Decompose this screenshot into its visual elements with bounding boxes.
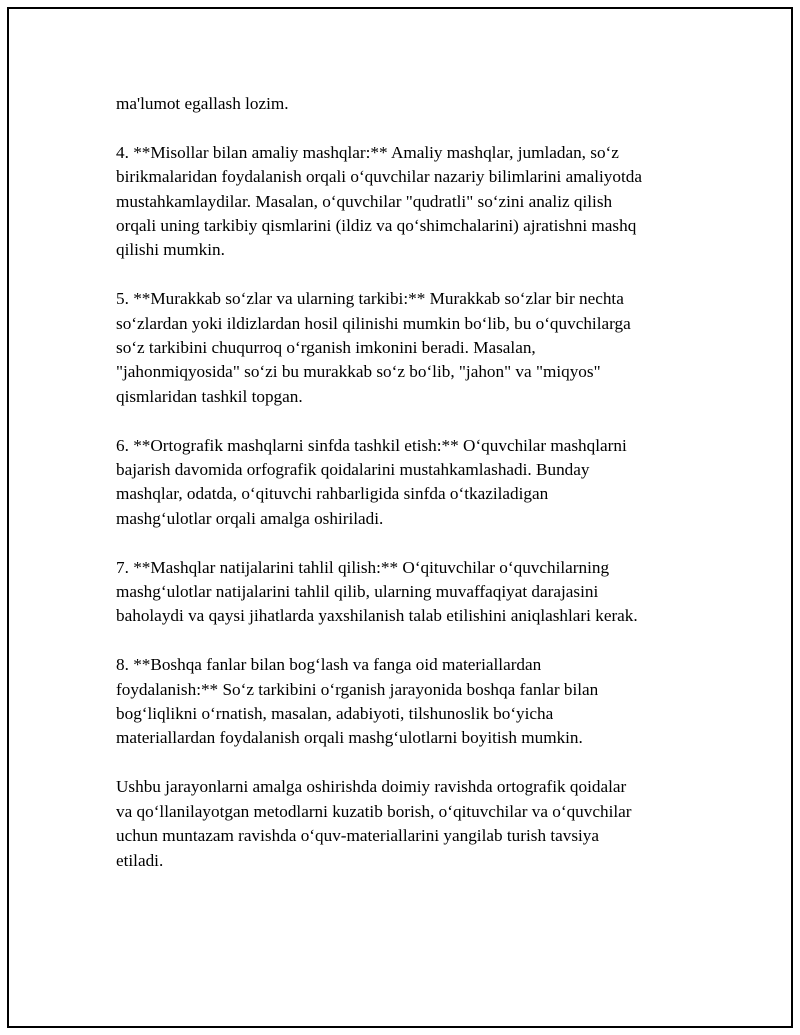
paragraph-item-4: 4. **Misollar bilan amaliy mashqlar:** Amaliy mashqlar, jumladan, so‘z birikmalaridan foydalanish orqali o‘quvchilar nazariy bilimlarini amaliyotda mustahkamlaydilar. Masalan, o‘quvchilar "qudratli" so‘zini analiz qilish orqali uning tarkibiy qismlarini (ildiz va qo‘shimchalarini) ajratishni mashq qilishi mumkin. <box>116 142 642 260</box>
paragraph-continuation: ma'lumot egallash lozim. <box>116 94 289 113</box>
paragraph-item-7: 7. **Mashqlar natijalarini tahlil qilish:** O‘qituvchilar o‘quvchilarning mashg‘ulotlar natijalarini tahlil qilib, ularning muvaffaqiyat darajasini baholaydi va qaysi jihatlarda yaxshilanish talab etilishini aniqlashlari kerak. <box>116 557 638 626</box>
paragraph-item-5: 5. **Murakkab so‘zlar va ularning tarkibi:** Murakkab so‘zlar bir nechta so‘zlardan yoki ildizlardan hosil qilinishi mumkin bo‘lib, bu o‘quvchilarga so‘z tarkibini chuqurroq o‘rganish imkonini beradi. Masalan, "jahonmiqyosida" so‘zi bu murakkab so‘z bo‘lib, "jahon" va "miqyos" qismlaridan tashkil topgan. <box>116 289 631 406</box>
paragraph-item-6: 6. **Ortografik mashqlarni sinfda tashkil etish:** O‘quvchilar mashqlarni bajarish davomida orfografik qoidalarini mustahkamlashadi. Bunday mashqlar, odatda, o‘qituvchi rahbarligida sinfda o‘tkaziladigan mashg‘ulotlar orqali amalga oshiriladi. <box>116 435 627 528</box>
document-body <box>116 92 696 897</box>
paragraph-item-8: 8. **Boshqa fanlar bilan bog‘lash va fanga oid materiallardan foydalanish:** So‘z tarkibini o‘rganish jarayonida boshqa fanlar bilan bog‘liqlikni o‘rnatish, masalan, adabiyoti, tilshunoslik bo‘yicha materiallardan foydalanish orqali mashg‘ulotlarni boyitish mumkin. <box>116 655 599 748</box>
paragraph-conclusion: Ushbu jarayonlarni amalga oshirishda doimiy ravishda ortografik qoidalar va qo‘llanilayotgan metodlarni kuzatib borish, o‘qituvchilar va o‘quvchilar uchun muntazam ravishda o‘quv-materiallarini yangilab turish tavsiya etiladi. <box>116 777 632 870</box>
